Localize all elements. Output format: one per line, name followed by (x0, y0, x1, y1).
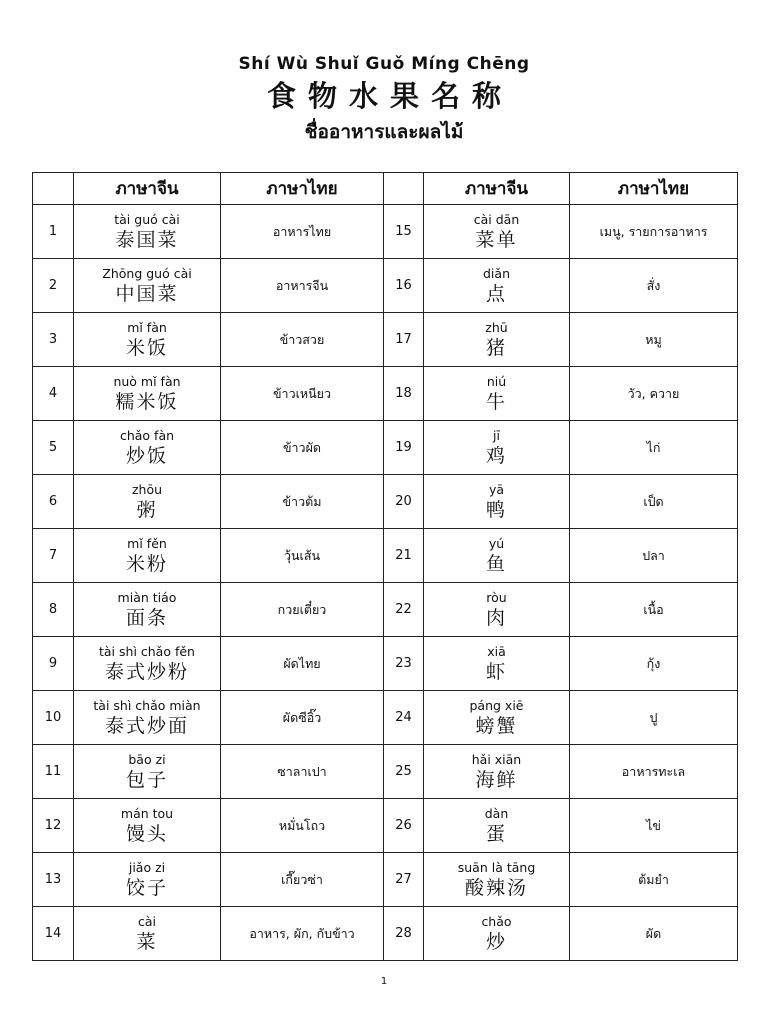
header-thai-left: ภาษาไทย (221, 173, 384, 205)
row-number: 25 (384, 745, 424, 799)
pinyin-text: mǐ fěn (127, 535, 167, 551)
thai-meaning: ซาลาเปา (221, 745, 384, 799)
pinyin-text: xiā (487, 643, 506, 659)
chinese-word-cell (74, 205, 221, 259)
thai-meaning: ผัดไทย (221, 637, 384, 691)
header-thai-right: ภาษาไทย (570, 173, 738, 205)
row-number: 9 (33, 637, 74, 691)
table-row (33, 529, 738, 583)
row-number: 11 (33, 745, 74, 799)
table-row (33, 799, 738, 853)
hanzi-text: 点 (485, 282, 507, 305)
thai-meaning: กวยเตี๋ยว (221, 583, 384, 637)
thai-meaning: ไข่ (570, 799, 738, 853)
row-number: 20 (384, 475, 424, 529)
table-row (33, 637, 738, 691)
hanzi-text: 糯米饭 (115, 390, 179, 413)
hanzi-text: 炒 (485, 930, 507, 953)
hanzi-text: 包子 (125, 768, 168, 791)
pinyin-text: páng xiē (469, 697, 524, 713)
table-row (33, 853, 738, 907)
thai-meaning: กุ้ง (570, 637, 738, 691)
thai-meaning: วุ้นเส้น (221, 529, 384, 583)
chinese-word-cell (424, 745, 570, 799)
chinese-word-cell (424, 529, 570, 583)
hanzi-text: 虾 (485, 660, 507, 683)
thai-meaning: ข้าวเหนียว (221, 367, 384, 421)
thai-meaning: ข้าวต้ม (221, 475, 384, 529)
hanzi-text: 鸭 (485, 498, 507, 521)
chinese-word-cell (74, 313, 221, 367)
row-number: 13 (33, 853, 74, 907)
pinyin-text: tài guó cài (114, 211, 180, 227)
row-number: 5 (33, 421, 74, 475)
chinese-word-cell (424, 691, 570, 745)
page-number: 1 (380, 976, 388, 987)
thai-meaning: อาหารจีน (221, 259, 384, 313)
pinyin-text: tài shì chǎo fěn (99, 643, 195, 659)
chinese-word-cell (74, 853, 221, 907)
pinyin-text: bāo zi (128, 751, 166, 767)
table-row (33, 745, 738, 799)
table-row (33, 475, 738, 529)
chinese-word-cell (74, 421, 221, 475)
hanzi-text: 菜单 (475, 228, 518, 251)
vocabulary-table (32, 172, 738, 961)
thai-meaning: เนื้อ (570, 583, 738, 637)
row-number: 27 (384, 853, 424, 907)
pinyin-text: chǎo (481, 913, 512, 929)
hanzi-text: 粥 (136, 498, 158, 521)
thai-meaning: ผัดซีอิ๊ว (221, 691, 384, 745)
table-row (33, 421, 738, 475)
hanzi-text: 馒头 (125, 822, 168, 845)
hanzi-text: 螃蟹 (475, 714, 518, 737)
table-row (33, 583, 738, 637)
row-number: 15 (384, 205, 424, 259)
header-number-right (384, 173, 424, 205)
hanzi-text: 猪 (485, 336, 507, 359)
pinyin-text: nuò mǐ fàn (113, 373, 181, 389)
hanzi-text: 面条 (125, 606, 168, 629)
pinyin-text: mán tou (120, 805, 174, 821)
row-number: 3 (33, 313, 74, 367)
pinyin-text: yú (488, 535, 505, 551)
row-number: 21 (384, 529, 424, 583)
thai-meaning: วัว, ควาย (570, 367, 738, 421)
thai-meaning: ไก่ (570, 421, 738, 475)
hanzi-text: 菜 (136, 930, 158, 953)
table-row (33, 313, 738, 367)
thai-meaning: อาหารทะเล (570, 745, 738, 799)
row-number: 22 (384, 583, 424, 637)
thai-meaning: ผัด (570, 907, 738, 961)
pinyin-text: dàn (484, 805, 509, 821)
chinese-word-cell (74, 691, 221, 745)
chinese-word-cell (424, 313, 570, 367)
pinyin-text: jiǎo zi (128, 859, 166, 875)
thai-meaning: เมนู, รายการอาหาร (570, 205, 738, 259)
hanzi-text: 米饭 (125, 336, 168, 359)
chinese-word-cell (424, 583, 570, 637)
pinyin-text: zhū (485, 319, 508, 335)
row-number: 23 (384, 637, 424, 691)
chinese-word-cell (74, 907, 221, 961)
row-number: 26 (384, 799, 424, 853)
header-number-left (33, 173, 74, 205)
pinyin-text: miàn tiáo (117, 589, 177, 605)
thai-meaning: หมั่นโถว (221, 799, 384, 853)
row-number: 10 (33, 691, 74, 745)
row-number: 12 (33, 799, 74, 853)
chinese-word-cell (74, 259, 221, 313)
hanzi-text: 酸辣汤 (464, 876, 528, 899)
chinese-word-cell (74, 529, 221, 583)
table-row (33, 367, 738, 421)
hanzi-text: 肉 (485, 606, 507, 629)
thai-meaning: อาหาร, ผัก, กับข้าว (221, 907, 384, 961)
row-number: 14 (33, 907, 74, 961)
chinese-word-cell (74, 475, 221, 529)
hanzi-text: 泰国菜 (115, 228, 179, 251)
pinyin-text: niú (486, 373, 507, 389)
hanzi-text: 鸡 (485, 444, 507, 467)
hanzi-text: 海鲜 (475, 768, 518, 791)
thai-meaning: ต้มยำ (570, 853, 738, 907)
chinese-word-cell (424, 853, 570, 907)
hanzi-text: 鱼 (485, 552, 507, 575)
row-number: 19 (384, 421, 424, 475)
thai-title: ชื่ออาหารและผลไม้ (304, 121, 464, 143)
table-row (33, 907, 738, 961)
chinese-word-cell (424, 637, 570, 691)
table-body (33, 205, 738, 961)
thai-meaning: เกี๊ยวซ่า (221, 853, 384, 907)
thai-meaning: สั่ง (570, 259, 738, 313)
table-row (33, 259, 738, 313)
hanzi-text: 蛋 (485, 822, 507, 845)
chinese-word-cell (424, 799, 570, 853)
row-number: 7 (33, 529, 74, 583)
thai-meaning: ข้าวผัด (221, 421, 384, 475)
pinyin-text: mǐ fàn (127, 319, 167, 335)
chinese-word-cell (74, 367, 221, 421)
page-header (0, 52, 768, 148)
thai-meaning: ปู (570, 691, 738, 745)
hanzi-text: 泰式炒面 (104, 714, 189, 737)
chinese-title: 食物水果名称 (266, 79, 513, 113)
row-number: 16 (384, 259, 424, 313)
chinese-word-cell (424, 259, 570, 313)
pinyin-text: tài shì chǎo miàn (93, 697, 201, 713)
thai-meaning: อาหารไทย (221, 205, 384, 259)
chinese-word-cell (424, 907, 570, 961)
row-number: 8 (33, 583, 74, 637)
thai-meaning: หมู (570, 313, 738, 367)
thai-meaning: ปลา (570, 529, 738, 583)
row-number: 28 (384, 907, 424, 961)
header-chinese-right: ภาษาจีน (424, 173, 570, 205)
chinese-word-cell (424, 421, 570, 475)
hanzi-text: 牛 (485, 390, 507, 413)
pinyin-title: Shí Wù Shuǐ Guǒ Míng Chēng (238, 54, 530, 74)
chinese-word-cell (74, 637, 221, 691)
row-number: 1 (33, 205, 74, 259)
row-number: 6 (33, 475, 74, 529)
header-chinese-left: ภาษาจีน (74, 173, 221, 205)
pinyin-text: cài (137, 913, 156, 929)
row-number: 4 (33, 367, 74, 421)
chinese-word-cell (74, 583, 221, 637)
hanzi-text: 泰式炒粉 (104, 660, 189, 683)
hanzi-text: 米粉 (125, 552, 168, 575)
hanzi-text: 炒饭 (125, 444, 168, 467)
row-number: 17 (384, 313, 424, 367)
table-row (33, 691, 738, 745)
chinese-word-cell (424, 475, 570, 529)
chinese-word-cell (74, 745, 221, 799)
row-number: 18 (384, 367, 424, 421)
chinese-word-cell (74, 799, 221, 853)
table-row (33, 205, 738, 259)
pinyin-text: cài dān (473, 211, 520, 227)
thai-meaning: ข้าวสวย (221, 313, 384, 367)
table-header-row (33, 173, 738, 205)
pinyin-text: yā (488, 481, 505, 497)
row-number: 24 (384, 691, 424, 745)
thai-meaning: เป็ด (570, 475, 738, 529)
pinyin-text: suān là tāng (457, 859, 536, 875)
pinyin-text: zhōu (131, 481, 163, 497)
chinese-word-cell (424, 367, 570, 421)
row-number: 2 (33, 259, 74, 313)
pinyin-text: chǎo fàn (119, 427, 175, 443)
pinyin-text: Zhōng guó cài (102, 265, 192, 281)
hanzi-text: 中国菜 (115, 282, 179, 305)
chinese-word-cell (424, 205, 570, 259)
pinyin-text: jī (493, 427, 500, 443)
hanzi-text: 饺子 (125, 876, 168, 899)
pinyin-text: hǎi xiān (471, 751, 522, 767)
pinyin-text: ròu (486, 589, 507, 605)
pinyin-text: diǎn (483, 265, 510, 281)
